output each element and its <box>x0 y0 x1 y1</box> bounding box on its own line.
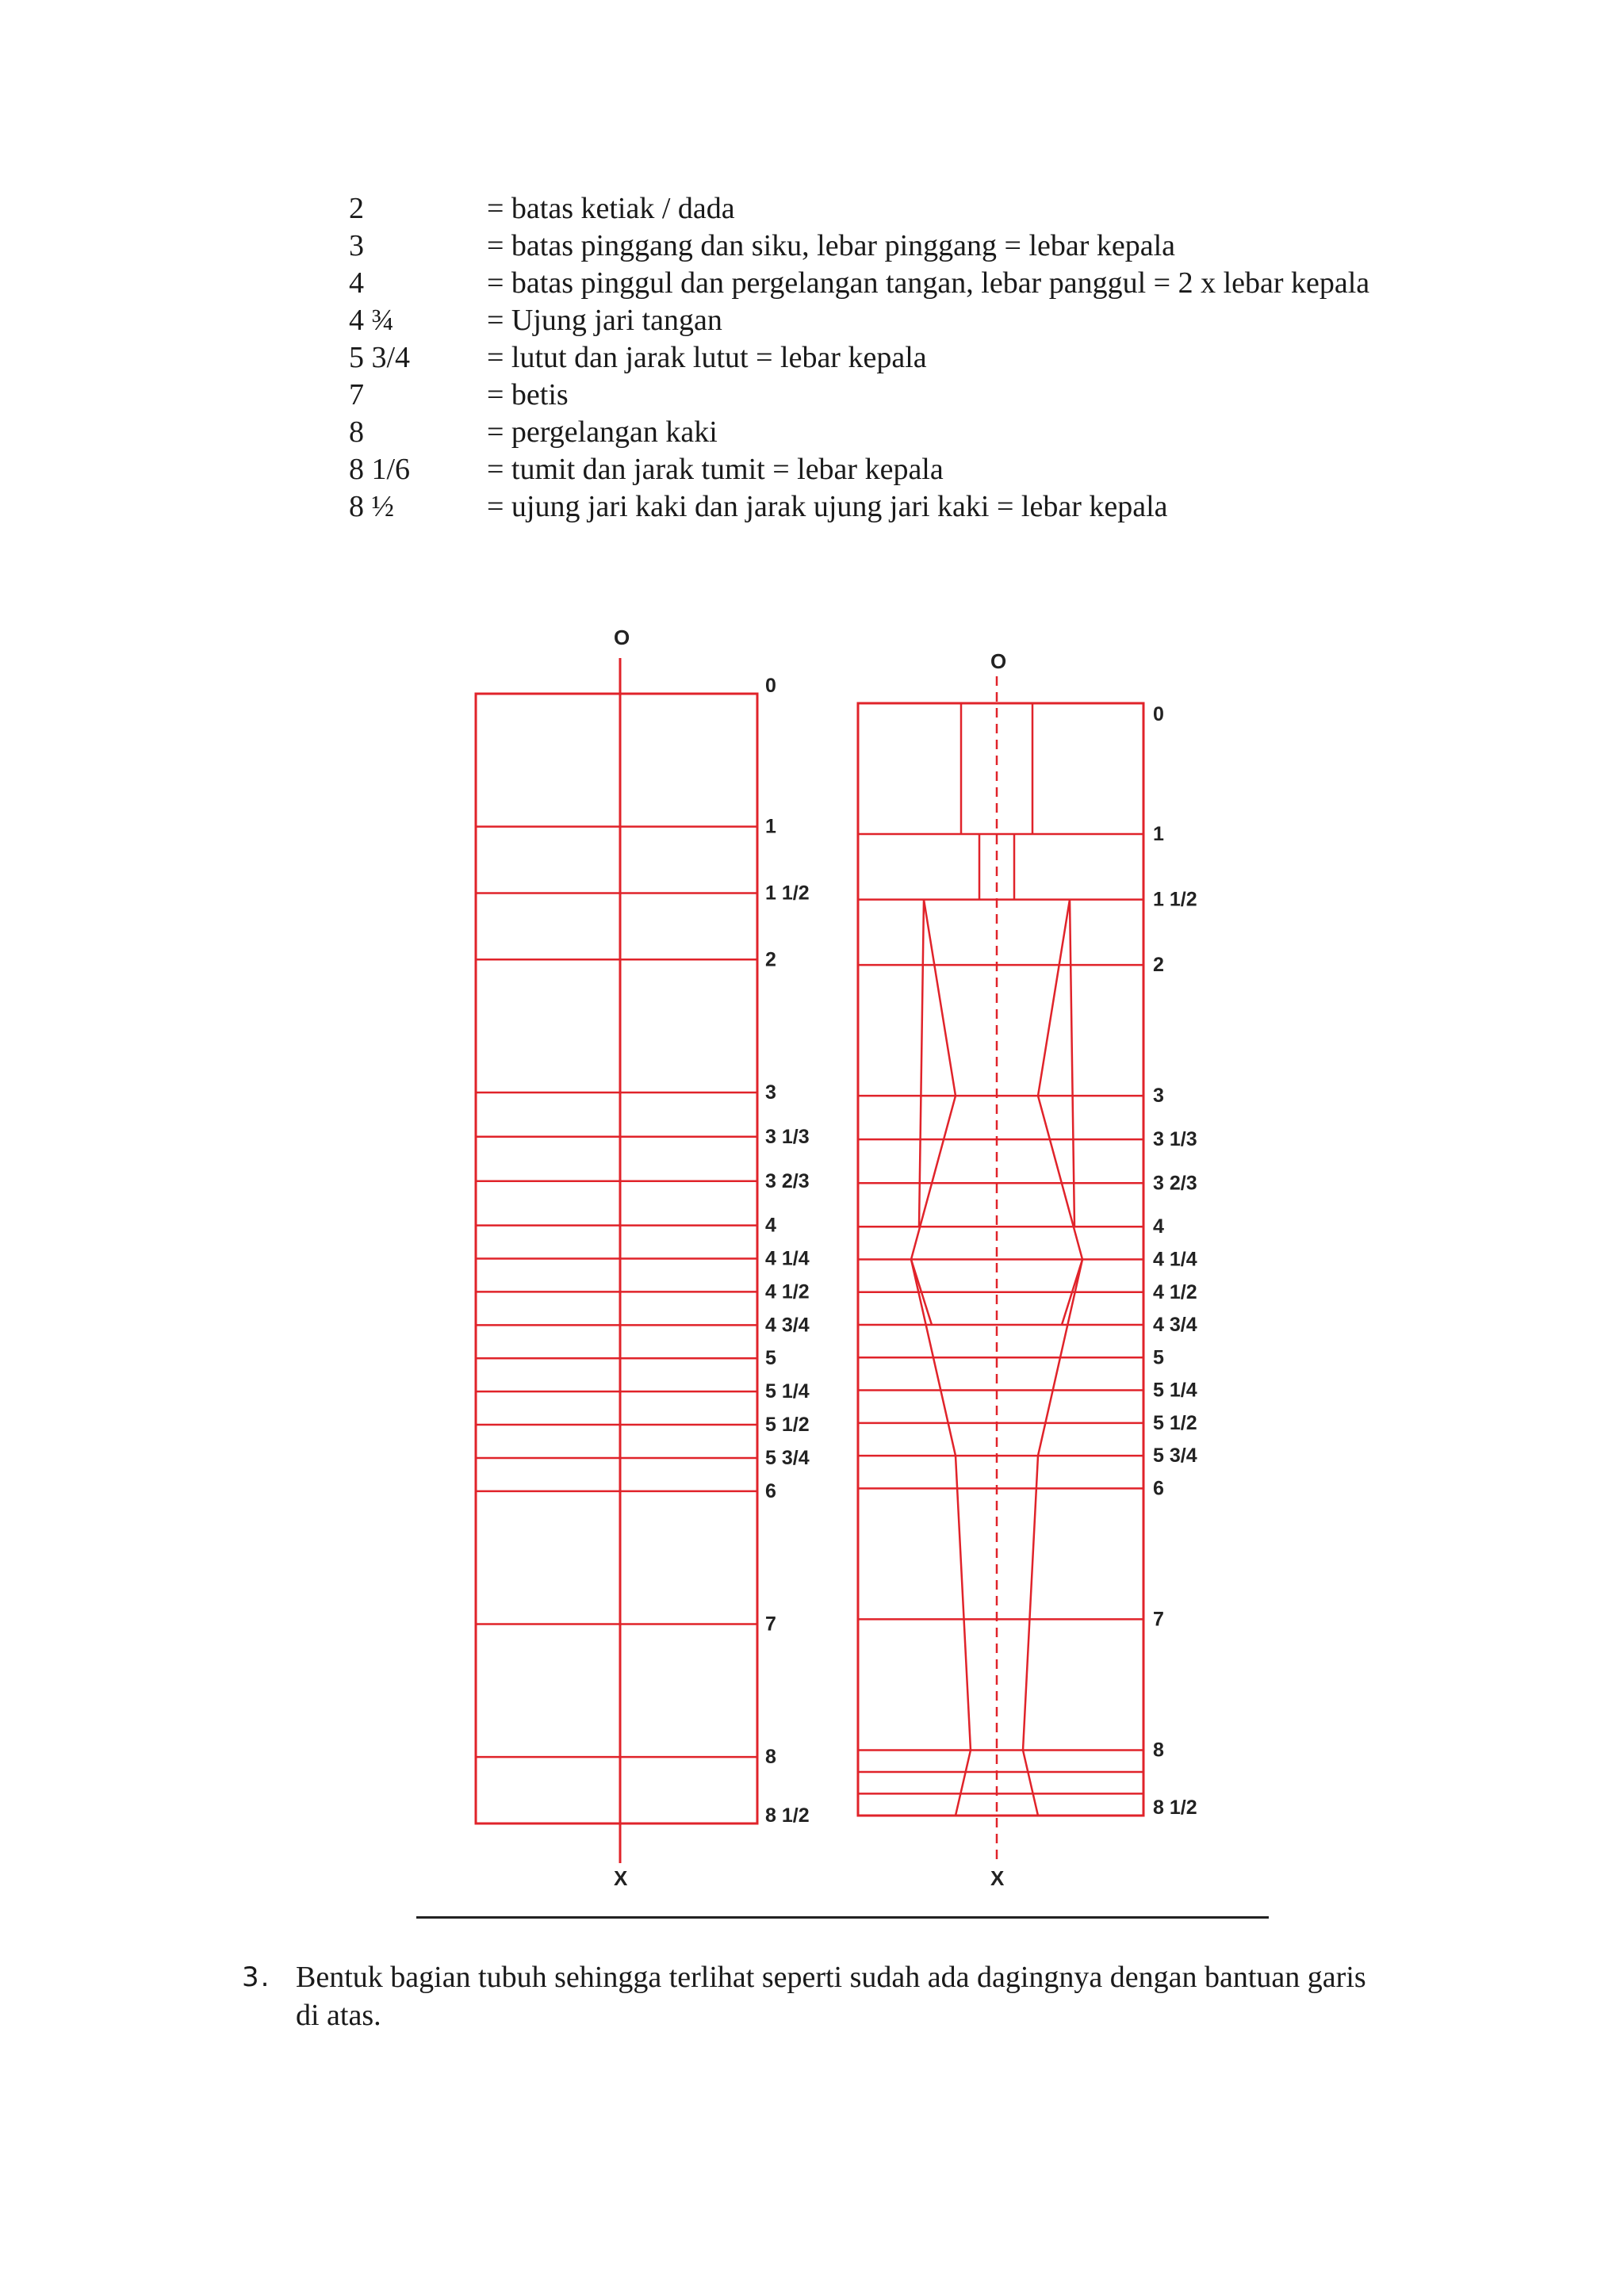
definition-list <box>349 190 1435 526</box>
left-axis-bottom-label: X <box>614 1866 628 1890</box>
right-level-label: 2 <box>1153 954 1164 977</box>
definition-text: = Ujung jari tangan <box>487 304 722 337</box>
right-axis-top-label: O <box>990 649 1007 673</box>
right-level-label: 1 <box>1153 823 1164 846</box>
left-level-label: 5 1/2 <box>765 1414 810 1437</box>
right-axis-bottom-label: X <box>990 1866 1005 1890</box>
definition-row <box>349 339 1435 377</box>
definition-number: 8 ½ <box>349 490 394 523</box>
definition-number: 4 <box>349 266 364 300</box>
right-level-label: 5 <box>1153 1346 1164 1369</box>
right-level-label: 8 1/2 <box>1153 1797 1197 1819</box>
left-level-label: 4 1/2 <box>765 1280 810 1303</box>
definition-text: = batas pinggul dan pergelangan tangan, lebar panggul = 2 x lebar kepala <box>487 266 1370 300</box>
left-level-label: 6 <box>765 1479 776 1502</box>
step-number: 3. <box>242 1961 271 1993</box>
left-level-label: 7 <box>765 1613 776 1636</box>
right-level-label: 5 1/4 <box>1153 1379 1197 1402</box>
right-level-label: 4 1/4 <box>1153 1248 1197 1271</box>
definition-number: 8 <box>349 415 364 449</box>
left-level-label: 4 3/4 <box>765 1314 810 1337</box>
definition-row <box>349 190 1435 228</box>
left-level-label: 3 1/3 <box>765 1125 810 1148</box>
definition-row <box>349 302 1435 339</box>
left-level-label: 5 1/4 <box>765 1380 810 1403</box>
left-level-label: 8 <box>765 1746 776 1769</box>
right-level-label: 1 1/2 <box>1153 888 1197 911</box>
proportion-figure <box>444 607 1253 1895</box>
left-level-label: 2 <box>765 948 776 971</box>
definition-text: = betis <box>487 378 569 411</box>
definition-row <box>349 377 1435 414</box>
left-level-label: 3 2/3 <box>765 1169 810 1192</box>
left-level-label: 8 1/2 <box>765 1804 810 1827</box>
right-level-label: 4 <box>1153 1215 1164 1238</box>
definition-row <box>349 451 1435 488</box>
proportion-diagram-svg <box>444 607 1253 1895</box>
definition-text: = tumit dan jarak tumit = lebar kepala <box>487 453 944 486</box>
right-level-label: 0 <box>1153 703 1164 725</box>
definition-text: = batas ketiak / dada <box>487 192 735 225</box>
definition-row <box>349 265 1435 302</box>
arm-left-line <box>919 900 924 1227</box>
right-level-label: 5 1/2 <box>1153 1411 1197 1434</box>
definition-number: 3 <box>349 229 364 262</box>
left-axis-top-label: O <box>614 626 630 649</box>
definition-number: 7 <box>349 378 364 411</box>
definition-text: = pergelangan kaki <box>487 415 718 449</box>
instruction-step <box>242 1958 1368 2034</box>
right-level-label: 3 2/3 <box>1153 1172 1197 1195</box>
definition-row <box>349 228 1435 265</box>
left-level-label: 1 1/2 <box>765 882 810 905</box>
definition-row <box>349 488 1435 526</box>
left-level-label: 0 <box>765 675 776 697</box>
left-level-label: 5 <box>765 1347 776 1370</box>
left-level-label: 5 3/4 <box>765 1446 810 1469</box>
left-level-label: 4 1/4 <box>765 1247 810 1270</box>
right-level-label: 3 <box>1153 1085 1164 1108</box>
right-level-label: 6 <box>1153 1477 1164 1500</box>
step-text: Bentuk bagian tubuh sehingga terlihat seperti sudah ada dagingnya dengan bantuan garis di atas. <box>296 1961 1366 2032</box>
arm-right-line <box>1070 900 1074 1227</box>
left-level-label: 4 <box>765 1214 776 1237</box>
definition-text: = batas pinggang dan siku, lebar pinggang = lebar kepala <box>487 229 1176 262</box>
right-level-label: 8 <box>1153 1739 1164 1762</box>
horizontal-rule <box>416 1916 1269 1919</box>
definition-number: 4 ¾ <box>349 304 394 337</box>
definition-number: 5 3/4 <box>349 341 411 374</box>
definition-row <box>349 414 1435 451</box>
definition-text: = lutut dan jarak lutut = lebar kepala <box>487 341 927 374</box>
definition-number: 2 <box>349 192 364 225</box>
definition-text: = ujung jari kaki dan jarak ujung jari kaki = lebar kepala <box>487 490 1168 523</box>
right-level-label: 4 1/2 <box>1153 1280 1197 1303</box>
left-level-label: 3 <box>765 1081 776 1104</box>
left-level-label: 1 <box>765 815 776 838</box>
definition-number: 8 1/6 <box>349 453 411 486</box>
right-level-label: 5 3/4 <box>1153 1445 1197 1468</box>
right-level-label: 7 <box>1153 1608 1164 1631</box>
right-level-label: 3 1/3 <box>1153 1128 1197 1151</box>
right-level-label: 4 3/4 <box>1153 1314 1197 1337</box>
